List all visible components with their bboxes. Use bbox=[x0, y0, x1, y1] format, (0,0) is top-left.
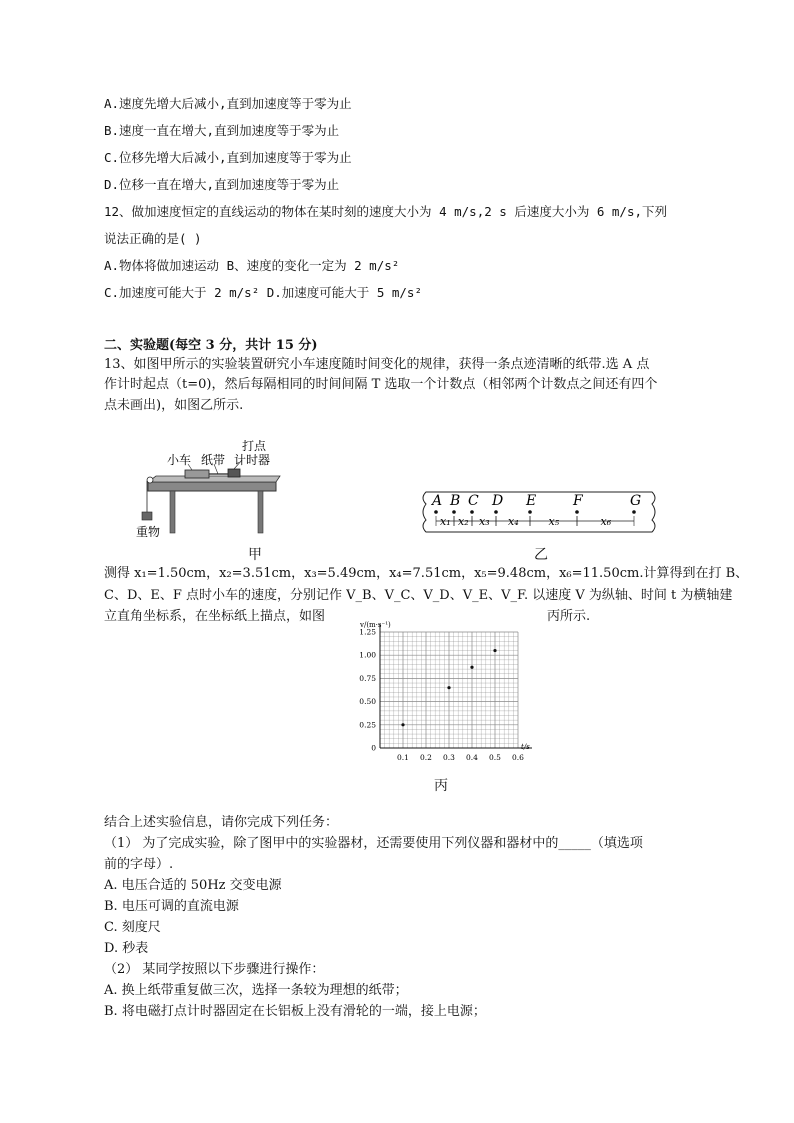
car-shape bbox=[185, 470, 209, 478]
label-timer-2: 计时器 bbox=[234, 453, 271, 467]
caption-yi: 乙 bbox=[534, 547, 548, 563]
y-tick-label: 1.00 bbox=[359, 650, 376, 660]
q11-option-c: C.位移先增大后减小,直到加速度等于零为止 bbox=[104, 150, 352, 165]
measure-line3a: 立直角坐标系，在坐标纸上描点，如图 bbox=[104, 609, 326, 624]
label-weight: 重物 bbox=[136, 525, 161, 539]
caption-bing: 丙 bbox=[434, 778, 448, 794]
q13-line1: 13、如图甲所示的实验装置研究小车速度随时间变化的规律，获得一条点迹清晰的纸带.选 A 点 bbox=[104, 357, 650, 372]
y-tick-label: 0.75 bbox=[359, 673, 376, 683]
task1-option-c: C. 刻度尺 bbox=[104, 920, 161, 935]
task1-option-b: B. 电压可调的直流电源 bbox=[104, 899, 239, 914]
tape-segment-label: x₂ bbox=[458, 515, 469, 528]
data-point bbox=[493, 649, 496, 652]
task1-line2: 前的字母）. bbox=[104, 857, 174, 872]
caption-jia: 甲 bbox=[248, 547, 262, 563]
task2-step-b: B. 将电磁打点计时器固定在长铝板上没有滑轮的一端，接上电源； bbox=[104, 1004, 486, 1019]
label-car: 小车 bbox=[167, 453, 192, 467]
tape-segment-label: x₄ bbox=[508, 515, 519, 528]
data-point bbox=[470, 666, 473, 669]
tape-segment-label: x₁ bbox=[440, 515, 451, 528]
tasks-intro: 结合上述实验信息，请你完成下列任务： bbox=[104, 815, 339, 830]
tape-point-label: G bbox=[630, 493, 642, 509]
x-tick-label: 0.4 bbox=[466, 753, 478, 762]
tape-point-label: D bbox=[492, 493, 504, 509]
q13-line3: 点未画出)，如图乙所示. bbox=[104, 398, 244, 413]
q11-option-d: D.位移一直在增大,直到加速度等于零为止 bbox=[104, 177, 340, 192]
section-title: 二、实验题(每空 3 分，共计 15 分) bbox=[104, 338, 318, 353]
x-tick-label: 0.6 bbox=[512, 753, 524, 762]
tape-segment-label: x₅ bbox=[548, 515, 560, 528]
x-tick-label: 0.3 bbox=[443, 753, 455, 762]
label-timer-1: 打点 bbox=[242, 440, 267, 453]
measure-line3b: 丙所示. bbox=[547, 609, 591, 624]
task1-option-d: D. 秒表 bbox=[104, 941, 149, 956]
vt-graph bbox=[345, 618, 540, 768]
y-tick-label: 1.25 bbox=[359, 627, 376, 637]
measure-line2: C、D、E、F 点时小车的速度，分别记作 V_B、V_C、V_D、V_E、V_F. 以速度 V 为纵轴、时间 t 为横轴建 bbox=[104, 588, 733, 603]
label-tape: 纸带 bbox=[201, 453, 226, 467]
tape-dot bbox=[632, 510, 636, 514]
tape-point-label: F bbox=[573, 493, 583, 509]
data-point bbox=[447, 686, 450, 689]
tape-point-label: B bbox=[450, 493, 461, 509]
task1-line1: （1） 为了完成实验，除了图甲中的实验器材，还需要使用下列仪器和器材中的_____（填选项 bbox=[104, 836, 643, 851]
measure-line1: 测得 x₁=1.50cm，x₂=3.51cm，x₃=5.49cm，x₄=7.51cm，x₅=9.48cm，x₆=11.50cm.计算得到在打 B、 bbox=[104, 566, 749, 581]
y-tick-label: 0.25 bbox=[359, 720, 376, 730]
q11-option-b: B.速度一直在增大,直到加速度等于零为止 bbox=[104, 123, 340, 138]
tape-point-label: C bbox=[468, 493, 479, 509]
task1-option-a: A. 电压合适的 50Hz 交变电源 bbox=[104, 878, 282, 893]
tape-dot bbox=[470, 510, 474, 514]
task2-step-a: A. 换上纸带重复做三次，选择一条较为理想的纸带； bbox=[104, 983, 408, 998]
y-tick-label: 0 bbox=[371, 743, 376, 753]
tape-dot bbox=[575, 510, 579, 514]
data-point bbox=[401, 723, 404, 726]
q12-stem-line1: 12、做加速度恒定的直线运动的物体在某时刻的速度大小为 4 m/s,2 s 后速度大小为 6 m/s,下列 bbox=[104, 204, 668, 219]
timer-shape bbox=[228, 469, 240, 477]
tape-segment-label: x₆ bbox=[600, 515, 612, 528]
chart-ylabel: v/(m·s⁻¹) bbox=[360, 621, 391, 629]
table-leg bbox=[170, 491, 175, 533]
table-leg bbox=[258, 491, 263, 533]
tape-dot bbox=[494, 510, 498, 514]
tape-point-label: E bbox=[526, 493, 537, 509]
tape-dot bbox=[528, 510, 532, 514]
q12-options-ab: A.物体将做加速运动 B、速度的变化一定为 2 m/s² bbox=[104, 258, 400, 273]
x-tick-label: 0.5 bbox=[489, 753, 501, 762]
paper-tape-figure bbox=[420, 488, 660, 534]
q13-line2: 作计时起点（t=0)，然后每隔相同的时间间隔 T 选取一个计数点（相邻两个计数点之间还有四个 bbox=[104, 377, 658, 392]
weight-shape bbox=[142, 512, 152, 520]
tape-dot bbox=[434, 510, 438, 514]
tape-segment-label: x₃ bbox=[479, 515, 490, 528]
tape-dot bbox=[452, 510, 456, 514]
x-tick-label: 0.1 bbox=[397, 753, 409, 762]
apparatus-figure bbox=[130, 440, 290, 540]
q11-option-a: A.速度先增大后减小,直到加速度等于零为止 bbox=[104, 96, 352, 111]
tape-point-label: A bbox=[432, 493, 443, 509]
q12-options-cd: C.加速度可能大于 2 m/s² D.加速度可能大于 5 m/s² bbox=[104, 285, 422, 300]
chart-xlabel: t/s bbox=[521, 743, 530, 751]
task2-line: （2） 某同学按照以下步骤进行操作： bbox=[104, 962, 325, 977]
table-top bbox=[148, 482, 276, 491]
y-tick-label: 0.50 bbox=[359, 697, 376, 707]
x-tick-label: 0.2 bbox=[420, 753, 432, 762]
q12-stem-line2: 说法正确的是( ) bbox=[104, 231, 202, 246]
